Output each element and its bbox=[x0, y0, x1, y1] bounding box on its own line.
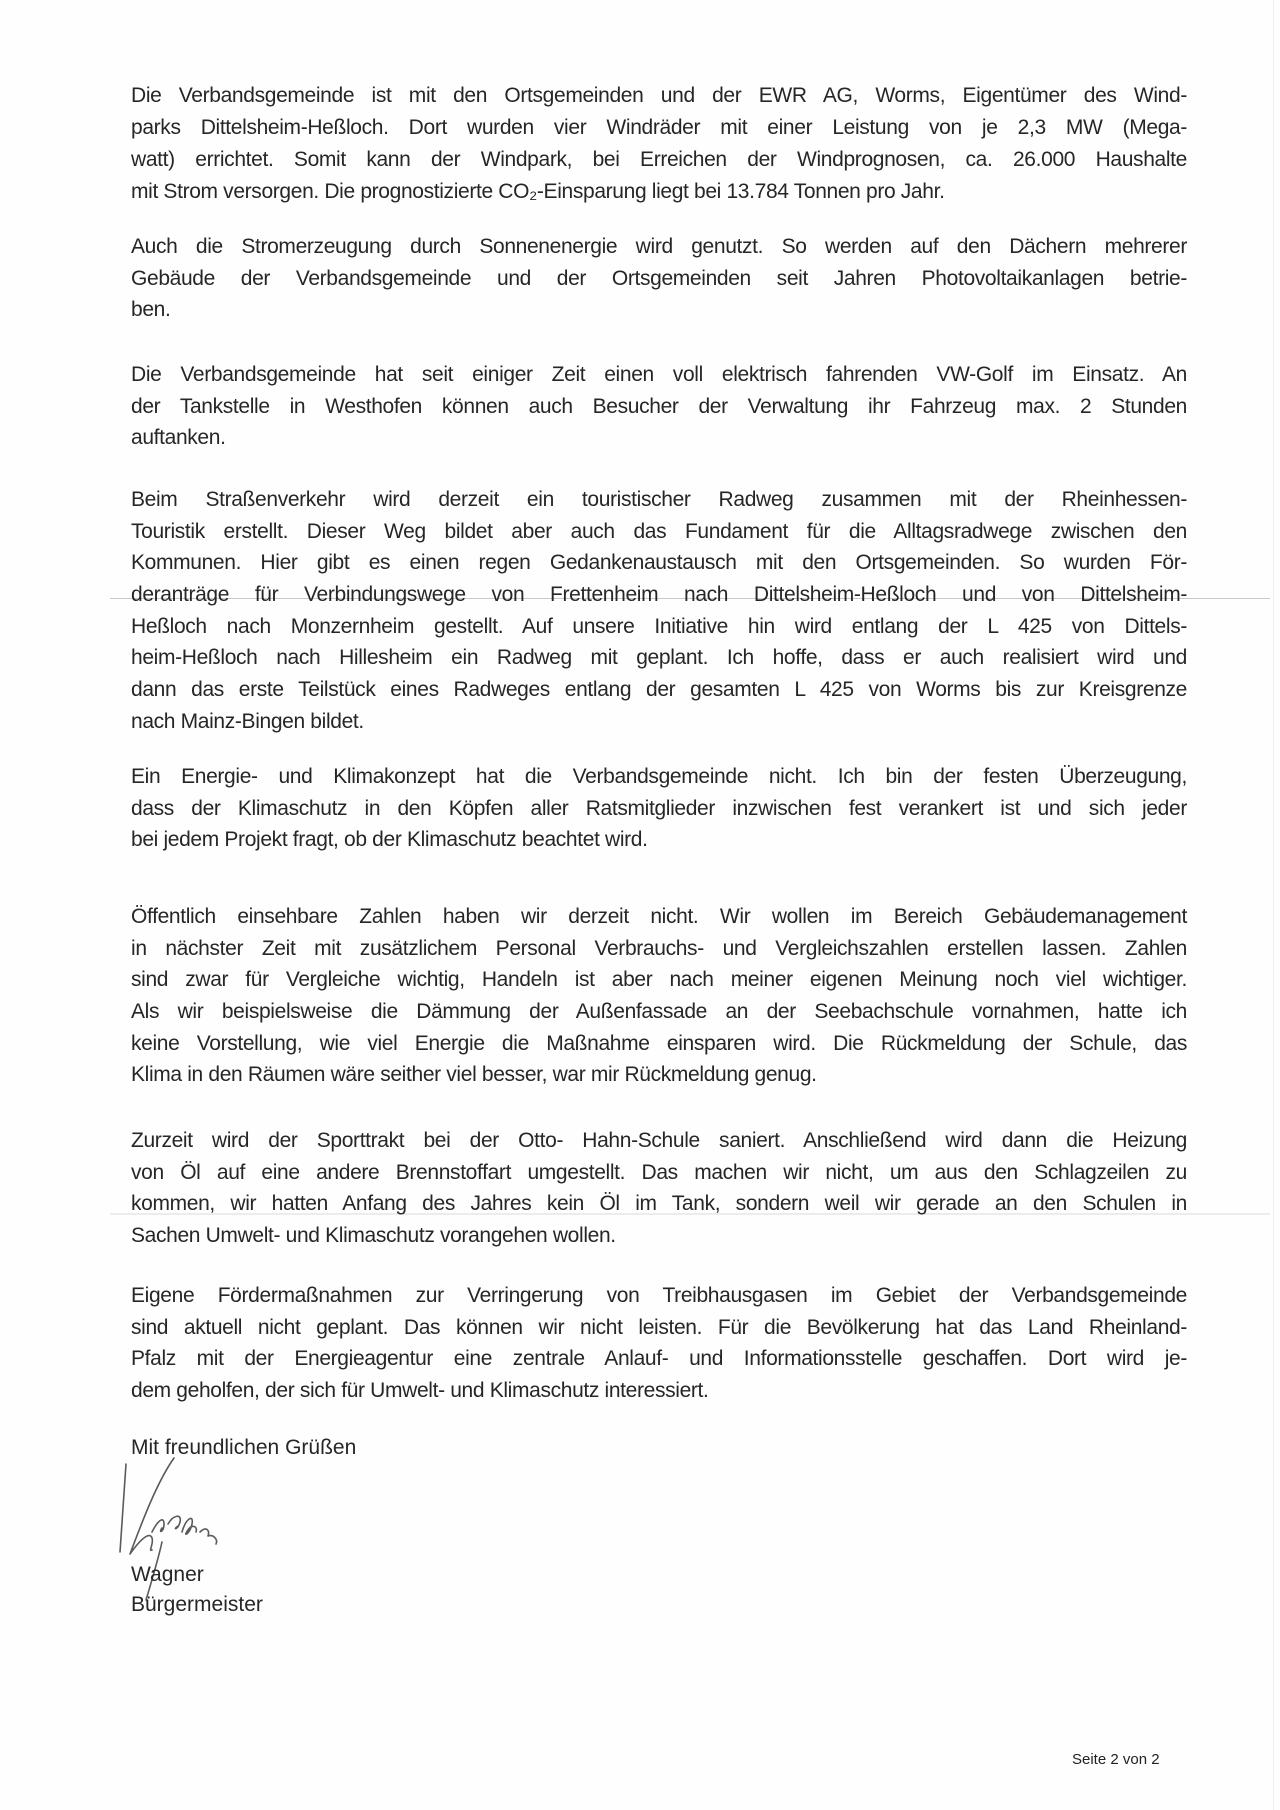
scan-edge bbox=[1273, 0, 1274, 1810]
text-line: mit Strom versorgen. Die prognostizierte CO₂-Einsparung liegt bei 13.784 Tonnen pro Jahr. bbox=[131, 180, 945, 203]
text-line: parks Dittelsheim-Heßloch. Dort wurden vier Windräder mit einer Leistung von je 2,3 MW (Mega- bbox=[131, 116, 1187, 139]
text-line: kommen, wir hatten Anfang des Jahres kein Öl im Tank, sondern weil wir gerade an den Schulen in bbox=[131, 1192, 1187, 1215]
text-line: Sachen Umwelt- und Klimaschutz vorangehen wollen. bbox=[131, 1224, 616, 1247]
text-line: dass der Klimaschutz in den Köpfen aller Ratsmitglieder inzwischen fest verankert ist und sich jeder bbox=[131, 797, 1187, 820]
text-line: Beim Straßenverkehr wird derzeit ein touristischer Radweg zusammen mit der Rheinhessen- bbox=[131, 488, 1187, 511]
text-line: ben. bbox=[131, 298, 171, 321]
text-line: Gebäude der Verbandsgemeinde und der Ortsgemeinden seit Jahren Photovoltaikanlagen betrie- bbox=[131, 267, 1187, 290]
text-line: bei jedem Projekt fragt, ob der Klimaschutz beachtet wird. bbox=[131, 828, 648, 851]
text-line: Zurzeit wird der Sporttrakt bei der Otto- Hahn-Schule saniert. Anschließend wird dann die Heizung bbox=[131, 1129, 1187, 1152]
text-line: Touristik erstellt. Dieser Weg bildet aber auch das Fundament für die Alltagsradwege zwischen den bbox=[131, 520, 1187, 543]
text-line: von Öl auf eine andere Brennstoffart umgestellt. Das machen wir nicht, um aus den Schlagzeilen zu bbox=[131, 1161, 1187, 1184]
signer-title: Bürgermeister bbox=[131, 1593, 263, 1616]
text-line: nach Mainz-Bingen bildet. bbox=[131, 710, 364, 733]
text-line: dem geholfen, der sich für Umwelt- und Klimaschutz interessiert. bbox=[131, 1379, 709, 1402]
text-line: deranträge für Verbindungswege von Frettenheim nach Dittelsheim-Heßloch und von Dittelsheim- bbox=[131, 583, 1187, 606]
closing-salutation: Mit freundlichen Grüßen bbox=[131, 1436, 357, 1459]
text-line: in nächster Zeit mit zusätzlichem Personal Verbrauchs- und Vergleichszahlen erstellen lassen. Zahlen bbox=[131, 937, 1187, 960]
signer-name: Wagner bbox=[131, 1563, 204, 1586]
text-line: Pfalz mit der Energieagentur eine zentrale Anlauf- und Informationsstelle geschaffen. Dort wird je- bbox=[131, 1347, 1187, 1370]
text-line: der Tankstelle in Westhofen können auch Besucher der Verwaltung ihr Fahrzeug max. 2 Stunden bbox=[131, 395, 1187, 418]
text-line: dann das erste Teilstück eines Radweges entlang der gesamten L 425 von Worms bis zur Kreisgrenze bbox=[131, 678, 1187, 701]
text-line: Öffentlich einsehbare Zahlen haben wir derzeit nicht. Wir wollen im Bereich Gebäudemanagement bbox=[131, 905, 1187, 928]
text-line: heim-Heßloch nach Hillesheim ein Radweg mit geplant. Ich hoffe, dass er auch realisiert wird und bbox=[131, 646, 1187, 669]
text-line: Als wir beispielsweise die Dämmung der Außenfassade an der Seebachschule vornahmen, hatte ich bbox=[131, 1000, 1187, 1023]
text-line: auftanken. bbox=[131, 426, 226, 449]
text-line: watt) errichtet. Somit kann der Windpark, bei Erreichen der Windprognosen, ca. 26.000 Haushalte bbox=[131, 148, 1187, 171]
text-line: Auch die Stromerzeugung durch Sonnenenergie wird genutzt. So werden auf den Dächern mehrerer bbox=[131, 235, 1187, 258]
text-line: keine Vorstellung, wie viel Energie die Maßnahme einsparen wird. Die Rückmeldung der Schule, das bbox=[131, 1032, 1187, 1055]
text-line: sind zwar für Vergleiche wichtig, Handeln ist aber nach meiner eigenen Meinung noch viel wichtiger. bbox=[131, 968, 1187, 991]
text-line: Ein Energie- und Klimakonzept hat die Verbandsgemeinde nicht. Ich bin der festen Überzeugung, bbox=[131, 765, 1187, 788]
text-line: Die Verbandsgemeinde ist mit den Ortsgemeinden und der EWR AG, Worms, Eigentümer des Wind- bbox=[131, 84, 1187, 107]
text-line: Eigene Fördermaßnahmen zur Verringerung von Treibhausgasen im Gebiet der Verbandsgemeinde bbox=[131, 1284, 1187, 1307]
text-line: Die Verbandsgemeinde hat seit einiger Zeit einen voll elektrisch fahrenden VW-Golf im Einsatz. An bbox=[131, 363, 1187, 386]
text-line: Klima in den Räumen wäre seither viel besser, war mir Rückmeldung genug. bbox=[131, 1063, 817, 1086]
text-line: Kommunen. Hier gibt es einen regen Gedankenaustausch mit den Ortsgemeinden. So wurden För- bbox=[131, 551, 1187, 574]
text-line: sind aktuell nicht geplant. Das können wir nicht leisten. Für die Bevölkerung hat das Land Rheinland- bbox=[131, 1316, 1187, 1339]
page-number: Seite 2 von 2 bbox=[1072, 1751, 1160, 1768]
text-line: Heßloch nach Monzernheim gestellt. Auf unsere Initiative hin wird entlang der L 425 von Dittels- bbox=[131, 615, 1187, 638]
